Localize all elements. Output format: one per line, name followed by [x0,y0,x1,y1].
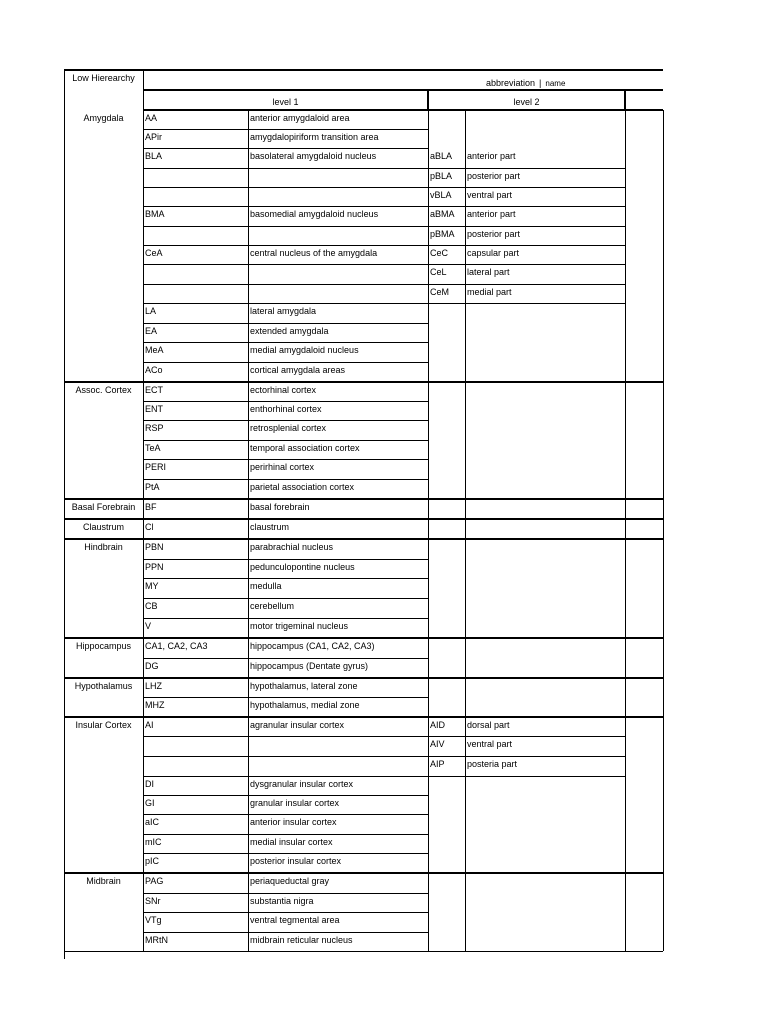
level-2-abbr: pBMA [430,229,455,239]
grid-line [625,873,626,951]
grid-line [428,303,625,304]
level-2-name: posterior part [467,171,521,181]
grid-line [428,284,429,303]
grid-line [663,110,664,951]
grid-line [248,776,249,795]
group-label: Assoc. Cortex [75,385,132,395]
level-1-abbr: ENT [145,404,163,414]
grid-line [248,148,249,168]
level-1-name: granular insular cortex [250,798,340,808]
grid-line [428,303,429,323]
group-label: Insular Cortex [75,720,132,730]
level-2-abbr: AID [430,720,446,730]
grid-line [465,148,466,168]
grid-line [428,736,625,737]
grid-line [428,342,429,362]
level-1-name: pedunculopontine nucleus [250,562,355,572]
grid-line [625,110,626,382]
level-2-abbr: CeC [430,248,449,258]
grid-line [428,893,429,912]
grid-line [248,559,249,578]
grid-line [143,932,428,933]
group-label: Basal Forebrain [71,502,136,512]
grid-line [625,382,626,499]
grid-line [248,539,249,559]
grid-line [428,658,429,678]
grid-line [64,69,663,71]
header-separator: | [539,78,542,88]
grid-line [625,519,626,539]
abbreviation-label: abbreviation [486,78,536,88]
grid-line [143,168,428,169]
grid-line [64,872,663,874]
level-2-abbr: AIP [430,759,445,769]
grid-line [143,756,428,757]
level-1-abbr: EA [145,326,158,336]
level-1-name: parietal association cortex [250,482,355,492]
grid-line [428,168,429,187]
grid-line [143,598,428,599]
name-label: name [545,79,566,88]
level-1-abbr: TeA [145,443,161,453]
grid-line [143,459,428,460]
grid-line [143,893,428,894]
grid-line [428,226,625,227]
abbreviation-name-header [486,78,565,89]
level-2-name: posterior part [467,229,521,239]
level-1-name: amygdalopiriform transition area [250,132,379,142]
level-1-name: medial insular cortex [250,837,333,847]
grid-line [428,148,429,168]
grid-line [64,70,65,959]
grid-line [625,717,626,873]
grid-line [248,519,249,539]
level-1-name: parabrachial nucleus [250,542,334,552]
level-1-name: anterior amygdaloid area [250,113,350,123]
grid-line [428,578,429,598]
grid-line [428,110,429,129]
grid-line [143,206,428,207]
level-1-name: basal forebrain [250,502,310,512]
grid-line [428,459,429,479]
grid-line [248,129,249,148]
grid-line [248,756,249,776]
level-2-abbr: aBLA [430,151,453,161]
level-2-name: dorsal part [467,720,510,730]
grid-line [143,658,428,659]
grid-line [64,637,663,639]
level-2-abbr: vBLA [430,190,452,200]
grid-line [248,578,249,598]
grid-line [143,814,428,815]
grid-line [64,677,663,679]
grid-line [143,89,663,91]
grid-line [428,284,625,285]
level-1-name: hippocampus (Dentate gyrus) [250,661,369,671]
grid-line [143,795,428,796]
grid-line [428,264,429,284]
grid-line [143,70,144,951]
grid-line [248,697,249,717]
level-2-name: anterior part [467,209,516,219]
grid-line [465,187,466,206]
grid-line [143,284,428,285]
level-1-name: cerebellum [250,601,295,611]
level-1-abbr: RSP [145,423,164,433]
grid-line [64,518,663,520]
grid-line [248,717,249,736]
level-1-abbr: BMA [145,209,165,219]
grid-line [64,381,663,383]
grid-line [625,678,626,717]
grid-line [248,440,249,459]
group-label: Hindbrain [84,542,123,552]
grid-line [428,834,429,853]
level-1-name: ventral tegmental area [250,915,340,925]
grid-line [625,638,626,678]
level-1-abbr: MRtN [145,935,168,945]
grid-line [428,264,625,265]
grid-line [465,168,466,187]
grid-line [248,814,249,834]
grid-line [248,323,249,342]
level-1-name: midbrain reticular nucleus [250,935,353,945]
level-2-name: anterior part [467,151,516,161]
grid-line [248,598,249,618]
grid-line [428,187,429,206]
grid-line [428,697,429,717]
grid-line [64,951,663,952]
grid-line [248,499,249,519]
grid-line [248,932,249,951]
grid-line [64,538,663,540]
grid-line [428,129,429,148]
grid-line [428,323,429,342]
grid-line [143,109,663,111]
grid-line [428,245,429,264]
level-1-abbr: DI [145,779,154,789]
level-1-abbr: VTg [145,915,162,925]
grid-line [248,303,249,323]
level-1-abbr: PBN [145,542,164,552]
level-1-header: level 1 [272,97,299,107]
grid-line [428,420,429,440]
level-2-abbr: AIV [430,739,445,749]
grid-line [428,539,429,559]
grid-line [428,814,429,834]
level-1-name: ectorhinal cortex [250,385,317,395]
level-2-name: capsular part [467,248,520,258]
level-1-name: cortical amygdala areas [250,365,346,375]
grid-line [465,206,466,226]
low-hierarchy-header: Low Hierearchy [72,73,135,83]
grid-line [248,284,249,303]
level-1-name: agranular insular cortex [250,720,345,730]
grid-line [428,206,625,207]
level-1-name: dysgranular insular cortex [250,779,354,789]
grid-line [428,932,429,951]
grid-line [143,245,428,246]
grid-line [428,756,625,757]
grid-line [248,893,249,912]
grid-line [248,873,249,893]
level-1-name: posterior insular cortex [250,856,342,866]
level-1-name: medulla [250,581,282,591]
grid-line [143,226,428,227]
grid-line [465,110,466,148]
grid-line [465,873,466,951]
grid-line [428,206,429,226]
level-1-name: periaqueductal gray [250,876,330,886]
grid-line [465,519,466,539]
grid-line [428,776,625,777]
level-1-name: hypothalamus, medial zone [250,700,360,710]
grid-line [143,776,428,777]
level-1-abbr: Cl [145,522,154,532]
grid-line [143,736,428,737]
grid-line [428,401,429,420]
group-label: Hippocampus [75,641,132,651]
grid-line [428,618,429,638]
grid-line [428,598,429,618]
level-1-abbr: CA1, CA2, CA3 [145,641,208,651]
grid-line [428,499,429,519]
grid-line [248,382,249,401]
grid-line [143,342,428,343]
grid-line [143,834,428,835]
level-2-abbr: pBLA [430,171,453,181]
grid-line [143,323,428,324]
grid-line [248,401,249,420]
grid-line [465,226,466,245]
grid-line [143,559,428,560]
grid-line [465,539,466,638]
level-1-abbr: AI [145,720,154,730]
level-1-abbr: ACo [145,365,163,375]
level-1-abbr: GI [145,798,155,808]
grid-line [248,479,249,499]
grid-line [428,382,429,401]
grid-line [428,912,429,932]
level-1-abbr: MY [145,581,159,591]
grid-line [428,776,429,795]
grid-line [465,382,466,499]
level-1-abbr: MeA [145,345,164,355]
level-1-abbr: aIC [145,817,160,827]
level-1-name: central nucleus of the amygdala [250,248,378,258]
grid-line [428,440,429,459]
grid-line [248,362,249,382]
grid-line [248,206,249,226]
level-1-name: basolateral amygdaloid nucleus [250,151,377,161]
level-1-name: hippocampus (CA1, CA2, CA3) [250,641,375,651]
level-1-name: medial amygdaloid nucleus [250,345,359,355]
grid-line [248,834,249,853]
grid-line [465,638,466,678]
level-1-abbr: PERI [145,462,167,472]
grid-line [143,912,428,913]
level-1-name: hypothalamus, lateral zone [250,681,358,691]
grid-line [64,716,663,718]
level-2-header: level 2 [513,97,540,107]
grid-line [465,717,466,736]
grid-line [465,678,466,717]
grid-line [248,853,249,873]
level-1-abbr: PPN [145,562,164,572]
grid-line [625,499,626,519]
grid-line [143,264,428,265]
level-1-name: claustrum [250,522,290,532]
level-1-name: temporal association cortex [250,443,360,453]
grid-line [143,618,428,619]
grid-line [143,401,428,402]
level-1-abbr: CeA [145,248,163,258]
grid-line [465,303,466,382]
level-1-name: substantia nigra [250,896,314,906]
grid-line [248,459,249,479]
level-1-name: enthorhinal cortex [250,404,322,414]
grid-line [428,736,429,756]
level-1-abbr: LA [145,306,157,316]
level-2-name: ventral part [467,739,513,749]
grid-line [428,479,429,499]
grid-line [143,362,428,363]
level-1-abbr: ECT [145,385,163,395]
grid-line [143,129,428,130]
level-1-name: motor trigeminal nucleus [250,621,349,631]
grid-line [428,756,429,776]
grid-line [248,342,249,362]
level-1-abbr: PAG [145,876,164,886]
grid-line [428,168,625,169]
grid-line [143,440,428,441]
grid-line [248,795,249,814]
level-1-abbr: pIC [145,856,160,866]
grid-line [248,187,249,206]
grid-line [428,519,429,539]
level-2-abbr: CeM [430,287,450,297]
grid-line [428,187,625,188]
grid-line [465,264,466,284]
grid-line [428,638,429,658]
grid-line [248,420,249,440]
grid-line [248,736,249,756]
grid-line [248,264,249,284]
level-1-abbr: MHZ [145,700,165,710]
level-1-abbr: AA [145,113,158,123]
grid-line [143,853,428,854]
grid-line [143,479,428,480]
grid-line [465,756,466,776]
level-1-abbr: DG [145,661,159,671]
grid-line [428,873,429,893]
grid-line [143,697,428,698]
grid-line [248,912,249,932]
group-label: Claustrum [82,522,124,532]
level-1-abbr: BF [145,502,157,512]
level-1-abbr: BLA [145,151,163,161]
grid-line [64,498,663,500]
level-1-abbr: CB [145,601,158,611]
grid-line [428,717,429,736]
grid-line [143,578,428,579]
grid-line [248,226,249,245]
grid-line [465,736,466,756]
grid-line [248,168,249,187]
grid-line [465,245,466,264]
grid-line [428,853,429,873]
level-1-abbr: PtA [145,482,160,492]
level-1-name: extended amygdala [250,326,329,336]
grid-line [428,245,625,246]
grid-line [428,795,429,814]
level-1-name: basomedial amygdaloid nucleus [250,209,379,219]
grid-line [248,638,249,658]
level-2-name: ventral part [467,190,513,200]
level-2-name: lateral part [467,267,510,277]
grid-line [465,776,466,873]
grid-line [143,303,428,304]
grid-line [465,499,466,519]
group-label: Hypothalamus [74,681,133,691]
level-1-name: lateral amygdala [250,306,317,316]
group-label: Amygdala [83,113,124,123]
level-1-abbr: mIC [145,837,162,847]
level-2-abbr: CeL [430,267,447,277]
group-label: Midbrain [86,876,121,886]
grid-line [625,539,626,638]
grid-line [428,559,429,578]
level-2-abbr: aBMA [430,209,455,219]
level-2-name: posteria part [467,759,518,769]
grid-line [428,362,429,382]
level-1-name: perirhinal cortex [250,462,315,472]
grid-line [248,618,249,638]
level-1-abbr: V [145,621,152,631]
level-1-abbr: APir [145,132,163,142]
grid-line [143,420,428,421]
grid-line [248,678,249,697]
level-1-name: anterior insular cortex [250,817,337,827]
grid-line [248,245,249,264]
level-1-name: retrosplenial cortex [250,423,327,433]
grid-line [428,226,429,245]
grid-line [465,284,466,303]
level-1-abbr: SNr [145,896,161,906]
grid-line [143,187,428,188]
grid-line [248,658,249,678]
level-2-name: medial part [467,287,512,297]
level-1-abbr: LHZ [145,681,163,691]
grid-line [428,678,429,697]
grid-line [248,110,249,129]
grid-line [143,148,428,149]
